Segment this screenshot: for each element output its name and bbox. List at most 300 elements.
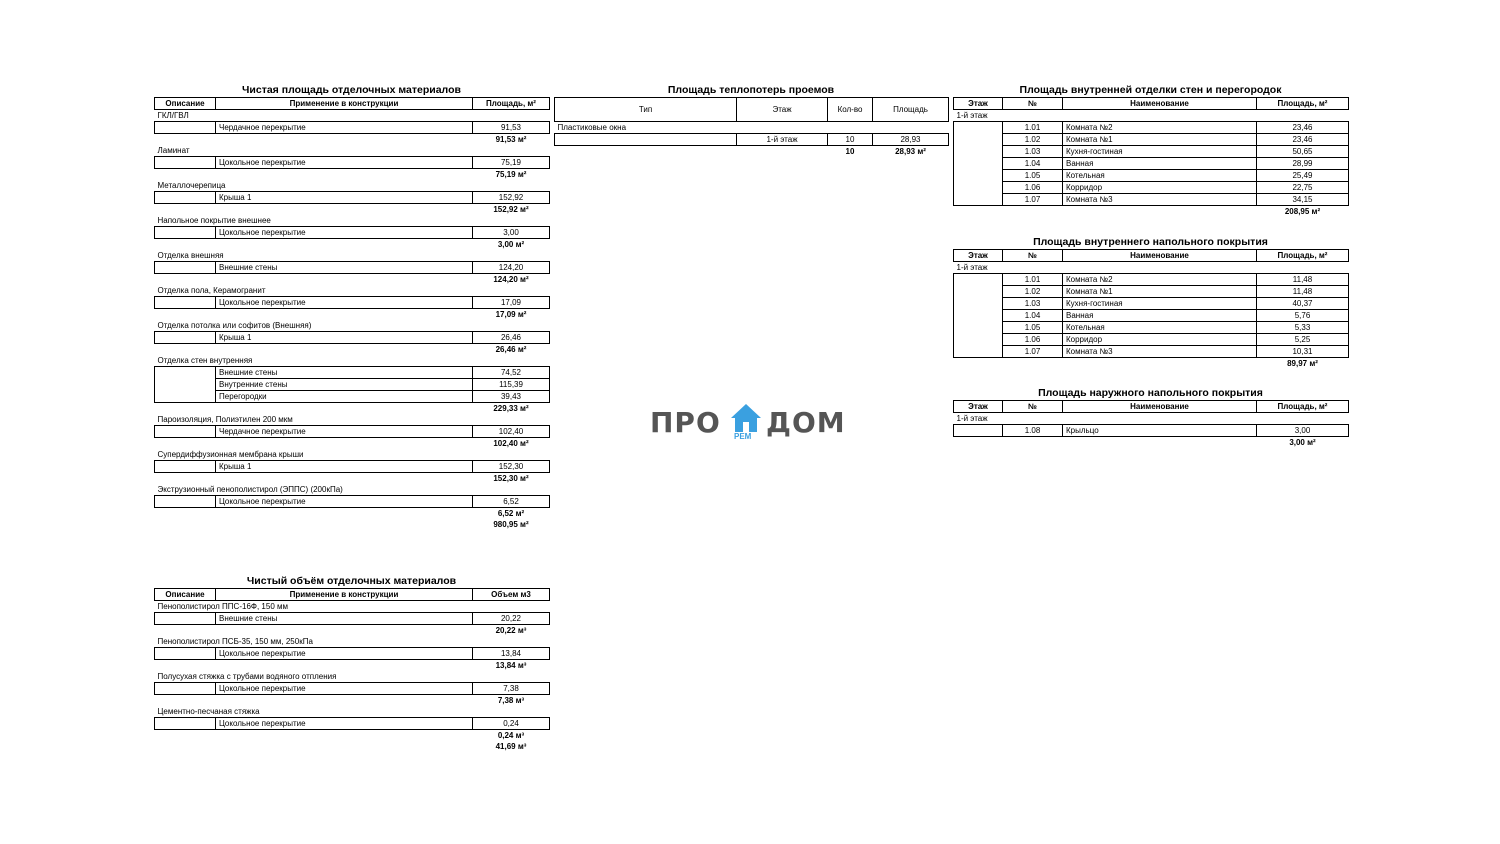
subtotal-value: 3,00 м² bbox=[497, 240, 525, 249]
table-row bbox=[954, 182, 1349, 194]
subtotal-row bbox=[155, 403, 550, 415]
value-cell: 0,24 bbox=[473, 718, 550, 730]
total-value: 3,00 м² bbox=[1289, 438, 1316, 447]
total-value: 208,95 м² bbox=[1284, 207, 1321, 216]
category-name: Полусухая стяжка с трубами водяного отпления bbox=[157, 672, 337, 681]
table-cell bbox=[155, 309, 216, 321]
logo-sub: РЕМ bbox=[734, 432, 752, 441]
room-area: 50,65 bbox=[1257, 146, 1349, 158]
floor-row bbox=[954, 262, 1349, 274]
floor-inner-block bbox=[953, 236, 1348, 369]
walls-block bbox=[953, 84, 1348, 217]
room-number: 1.08 bbox=[1003, 425, 1063, 437]
column-header: Площадь, м² bbox=[1257, 250, 1349, 262]
table-row bbox=[954, 134, 1349, 146]
subtotal-row bbox=[155, 204, 550, 216]
subtotal-value: 229,33 м² bbox=[493, 404, 529, 413]
openings-count: 10 bbox=[828, 134, 873, 146]
table-row bbox=[155, 718, 550, 730]
table-row bbox=[954, 310, 1349, 322]
subtotal-value: 17,09 м² bbox=[495, 310, 527, 319]
net-volume-title: Чистый объём отделочных материалов bbox=[246, 575, 457, 587]
table-cell bbox=[155, 730, 216, 742]
subtotal-value: 152,30 м² bbox=[493, 474, 529, 483]
room-name: Кухня-гостиная bbox=[1063, 298, 1257, 310]
room-name: Комната №3 bbox=[1063, 194, 1257, 206]
category-row bbox=[155, 215, 550, 227]
table-row bbox=[954, 122, 1349, 134]
openings-type: Пластиковые окна bbox=[557, 123, 627, 132]
total-row bbox=[954, 358, 1349, 370]
subtotal-row bbox=[155, 625, 550, 637]
table-cell bbox=[155, 262, 216, 274]
category-row bbox=[155, 250, 550, 262]
table-cell bbox=[155, 683, 216, 695]
value-cell: 124,20 bbox=[473, 262, 550, 274]
header-row bbox=[954, 250, 1349, 262]
table-cell bbox=[216, 169, 473, 181]
category-row bbox=[155, 355, 550, 367]
openings-header-count: Кол-во bbox=[828, 98, 873, 122]
table-cell bbox=[155, 473, 216, 485]
openings-total-count: 10 bbox=[845, 147, 855, 156]
category-row bbox=[155, 110, 550, 122]
table-row bbox=[155, 122, 550, 134]
room-number: 1.04 bbox=[1003, 158, 1063, 170]
subtotal-row bbox=[155, 134, 550, 146]
subtotal-value: 0,24 м³ bbox=[497, 731, 525, 740]
table-row bbox=[954, 298, 1349, 310]
table-cell bbox=[216, 473, 473, 485]
table-cell bbox=[155, 227, 216, 239]
table-cell bbox=[155, 519, 216, 530]
openings-header-area: Площадь bbox=[873, 98, 949, 122]
floor-outer-title: Площадь наружного напольного покрытия bbox=[1038, 387, 1263, 399]
floor-inner-table bbox=[953, 249, 1349, 369]
walls-table bbox=[953, 97, 1349, 217]
table-cell bbox=[216, 438, 473, 450]
room-name: Комната №2 bbox=[1063, 122, 1257, 134]
value-cell: 91,53 bbox=[473, 122, 550, 134]
table-cell bbox=[155, 613, 216, 625]
table-row bbox=[954, 286, 1349, 298]
openings-area: 28,93 bbox=[873, 134, 949, 146]
room-area: 5,33 bbox=[1257, 322, 1349, 334]
table-row bbox=[155, 227, 550, 239]
header-row bbox=[155, 98, 550, 110]
floor-row bbox=[954, 110, 1349, 122]
table-cell bbox=[155, 367, 216, 403]
category-row bbox=[155, 636, 550, 648]
logo-text-left: ПРО bbox=[650, 406, 721, 439]
table-cell bbox=[1063, 358, 1257, 370]
column-header: Описание bbox=[155, 98, 216, 110]
openings-header-floor: Этаж bbox=[737, 98, 828, 122]
room-name: Комната №1 bbox=[1063, 134, 1257, 146]
room-area: 25,49 bbox=[1257, 170, 1349, 182]
value-cell: 17,09 bbox=[473, 297, 550, 309]
value-cell: 6,52 bbox=[473, 496, 550, 508]
room-name: Комната №3 bbox=[1063, 346, 1257, 358]
value-cell: 115,39 bbox=[473, 379, 550, 391]
table-row bbox=[155, 648, 550, 660]
header-row bbox=[155, 589, 550, 601]
table-cell bbox=[216, 508, 473, 520]
subtotal-row bbox=[155, 169, 550, 181]
room-name: Корридор bbox=[1063, 334, 1257, 346]
room-number: 1.03 bbox=[1003, 146, 1063, 158]
table-cell bbox=[155, 344, 216, 356]
value-cell: 152,30 bbox=[473, 461, 550, 473]
openings-floor: 1-й этаж bbox=[737, 134, 828, 146]
usage-cell: Цокольное перекрытие bbox=[216, 227, 473, 239]
header-row bbox=[954, 98, 1349, 110]
category-name: Пенополистирол ППС-16Ф, 150 мм bbox=[157, 602, 288, 611]
table-cell bbox=[216, 741, 473, 752]
category-name: Ламинат bbox=[157, 146, 190, 155]
net-volume-table bbox=[154, 588, 550, 752]
value-cell: 39,43 bbox=[473, 391, 550, 403]
table-cell bbox=[954, 274, 1003, 358]
table-row bbox=[155, 192, 550, 204]
category-row bbox=[155, 706, 550, 718]
room-name: Комната №1 bbox=[1063, 286, 1257, 298]
value-cell: 75,19 bbox=[473, 157, 550, 169]
table-cell bbox=[555, 134, 737, 146]
table-cell bbox=[216, 344, 473, 356]
usage-cell: Внешние стены bbox=[216, 367, 473, 379]
category-row bbox=[155, 145, 550, 157]
table-cell bbox=[216, 134, 473, 146]
table-cell bbox=[155, 297, 216, 309]
subtotal-row bbox=[155, 473, 550, 485]
table-row bbox=[155, 332, 550, 344]
table-row bbox=[954, 346, 1349, 358]
table-row bbox=[155, 262, 550, 274]
usage-cell: Цокольное перекрытие bbox=[216, 297, 473, 309]
table-row bbox=[954, 194, 1349, 206]
floor-name: 1-й этаж bbox=[956, 111, 988, 120]
subtotal-value: 6,52 м² bbox=[497, 509, 525, 518]
table-cell bbox=[155, 648, 216, 660]
usage-cell: Цокольное перекрытие bbox=[216, 718, 473, 730]
table-cell bbox=[155, 204, 216, 216]
category-name: Пароизоляция, Полиэтилен 200 мкм bbox=[157, 415, 293, 424]
table-row bbox=[954, 274, 1349, 286]
room-number: 1.01 bbox=[1003, 274, 1063, 286]
category-row bbox=[155, 414, 550, 426]
room-area: 10,31 bbox=[1257, 346, 1349, 358]
table-cell bbox=[216, 403, 473, 415]
table-cell bbox=[155, 508, 216, 520]
subtotal-row bbox=[155, 730, 550, 742]
value-cell: 7,38 bbox=[473, 683, 550, 695]
usage-cell: Внешние стены bbox=[216, 262, 473, 274]
header-row bbox=[954, 401, 1349, 413]
category-name: Пенополистирол ПСБ-35, 150 мм, 250кПа bbox=[157, 637, 313, 646]
room-area: 40,37 bbox=[1257, 298, 1349, 310]
usage-cell: Внешние стены bbox=[216, 613, 473, 625]
table-cell bbox=[155, 438, 216, 450]
floor-outer-table bbox=[953, 400, 1349, 448]
category-row bbox=[155, 285, 550, 297]
room-name: Ванная bbox=[1063, 310, 1257, 322]
table-cell bbox=[954, 206, 1003, 218]
usage-cell: Чердачное перекрытие bbox=[216, 426, 473, 438]
table-cell bbox=[216, 625, 473, 637]
table-cell bbox=[155, 741, 216, 752]
category-row bbox=[155, 180, 550, 192]
usage-cell: Внутренние стены bbox=[216, 379, 473, 391]
net-area-block bbox=[154, 84, 549, 530]
net-volume-block bbox=[154, 575, 549, 752]
floor-name: 1-й этаж bbox=[956, 263, 988, 272]
room-number: 1.02 bbox=[1003, 286, 1063, 298]
room-number: 1.07 bbox=[1003, 346, 1063, 358]
table-cell bbox=[155, 332, 216, 344]
table-cell bbox=[155, 695, 216, 707]
category-name: Цементно-песчаная стяжка bbox=[157, 707, 260, 716]
table-row bbox=[954, 334, 1349, 346]
table-cell bbox=[216, 274, 473, 286]
subtotal-value: 124,20 м² bbox=[493, 275, 529, 284]
table-cell bbox=[954, 122, 1003, 206]
subtotal-row bbox=[155, 438, 550, 450]
table-cell bbox=[155, 496, 216, 508]
room-number: 1.05 bbox=[1003, 170, 1063, 182]
room-area: 23,46 bbox=[1257, 122, 1349, 134]
column-header: Описание bbox=[155, 589, 216, 601]
value-cell: 26,46 bbox=[473, 332, 550, 344]
column-header: Объем м3 bbox=[473, 589, 550, 601]
category-name: Супердиффузионная мембрана крыши bbox=[157, 450, 304, 459]
room-name: Комната №2 bbox=[1063, 274, 1257, 286]
table-cell bbox=[155, 157, 216, 169]
grand-total-value: 41,69 м³ bbox=[495, 742, 527, 751]
usage-cell: Цокольное перекрытие bbox=[216, 157, 473, 169]
room-area: 28,99 bbox=[1257, 158, 1349, 170]
openings-total-area: 28,93 м² bbox=[895, 147, 926, 156]
table-row bbox=[155, 613, 550, 625]
subtotal-value: 20,22 м³ bbox=[495, 626, 527, 635]
subtotal-value: 7,38 м³ bbox=[497, 696, 525, 705]
table-row bbox=[155, 426, 550, 438]
category-name: Отделка внешняя bbox=[157, 251, 224, 260]
room-area: 5,25 bbox=[1257, 334, 1349, 346]
usage-cell: Чердачное перекрытие bbox=[216, 122, 473, 134]
table-cell bbox=[155, 403, 216, 415]
category-name: Отделка потолка или софитов (Внешняя) bbox=[157, 321, 312, 330]
category-name: ГКЛ/ГВЛ bbox=[157, 111, 189, 120]
table-row bbox=[954, 322, 1349, 334]
grand-total-row bbox=[155, 741, 550, 752]
usage-cell: Цокольное перекрытие bbox=[216, 496, 473, 508]
column-header: № bbox=[1003, 250, 1063, 262]
table-cell bbox=[216, 695, 473, 707]
subtotal-value: 75,19 м² bbox=[495, 170, 527, 179]
value-cell: 152,92 bbox=[473, 192, 550, 204]
category-row bbox=[155, 449, 550, 461]
table-cell bbox=[216, 204, 473, 216]
logo-text-right: ДОМ bbox=[766, 406, 846, 439]
room-number: 1.01 bbox=[1003, 122, 1063, 134]
column-header: Этаж bbox=[954, 401, 1003, 413]
room-name: Кухня-гостиная bbox=[1063, 146, 1257, 158]
subtotal-value: 152,92 м² bbox=[493, 205, 529, 214]
walls-title: Площадь внутренней отделки стен и перегородок bbox=[1019, 84, 1282, 96]
room-number: 1.04 bbox=[1003, 310, 1063, 322]
category-name: Отделка пола, Керамогранит bbox=[157, 286, 266, 295]
net-area-table bbox=[154, 97, 550, 530]
subtotal-row bbox=[155, 309, 550, 321]
table-row bbox=[155, 461, 550, 473]
total-row bbox=[954, 437, 1349, 449]
table-cell bbox=[216, 660, 473, 672]
column-header: Этаж bbox=[954, 250, 1003, 262]
table-cell bbox=[155, 134, 216, 146]
table-row bbox=[155, 367, 550, 379]
table-row bbox=[155, 683, 550, 695]
column-header: Площадь, м² bbox=[473, 98, 550, 110]
table-row bbox=[954, 158, 1349, 170]
column-header: Применение в конструкции bbox=[216, 589, 473, 601]
table-cell bbox=[216, 519, 473, 530]
value-cell: 20,22 bbox=[473, 613, 550, 625]
subtotal-row bbox=[155, 344, 550, 356]
grand-total-row bbox=[155, 519, 550, 530]
usage-cell: Крыша 1 bbox=[216, 192, 473, 204]
usage-cell: Цокольное перекрытие bbox=[216, 683, 473, 695]
subtotal-value: 91,53 м² bbox=[495, 135, 527, 144]
subtotal-row bbox=[155, 239, 550, 251]
room-area: 34,15 bbox=[1257, 194, 1349, 206]
room-number: 1.05 bbox=[1003, 322, 1063, 334]
usage-cell: Перегородки bbox=[216, 391, 473, 403]
subtotal-value: 13,84 м³ bbox=[495, 661, 527, 670]
table-cell bbox=[155, 461, 216, 473]
subtotal-row bbox=[155, 695, 550, 707]
room-name: Крыльцо bbox=[1063, 425, 1257, 437]
table-cell bbox=[954, 425, 1003, 437]
column-header: Площадь, м² bbox=[1257, 98, 1349, 110]
table-cell bbox=[1063, 437, 1257, 449]
openings-table bbox=[554, 97, 949, 157]
table-cell bbox=[216, 309, 473, 321]
table-cell bbox=[155, 122, 216, 134]
value-cell: 74,52 bbox=[473, 367, 550, 379]
net-area-title: Чистая площадь отделочных материалов bbox=[242, 84, 461, 96]
total-value: 89,97 м² bbox=[1287, 359, 1318, 368]
table-cell bbox=[1063, 206, 1257, 218]
table-row bbox=[954, 170, 1349, 182]
category-name: Напольное покрытие внешнее bbox=[157, 216, 271, 225]
usage-cell: Цокольное перекрытие bbox=[216, 648, 473, 660]
room-name: Котельная bbox=[1063, 322, 1257, 334]
room-area: 3,00 bbox=[1257, 425, 1349, 437]
usage-cell: Крыша 1 bbox=[216, 461, 473, 473]
category-row bbox=[155, 484, 550, 496]
column-header: Применение в конструкции bbox=[216, 98, 473, 110]
table-row bbox=[155, 297, 550, 309]
subtotal-value: 102,40 м² bbox=[493, 439, 529, 448]
table-cell bbox=[155, 274, 216, 286]
table-cell bbox=[216, 730, 473, 742]
room-name: Корридор bbox=[1063, 182, 1257, 194]
column-header: № bbox=[1003, 98, 1063, 110]
category-name: Отделка стен внутренняя bbox=[157, 356, 253, 365]
table-cell bbox=[954, 358, 1003, 370]
table-cell bbox=[155, 660, 216, 672]
room-area: 23,46 bbox=[1257, 134, 1349, 146]
table-row bbox=[954, 146, 1349, 158]
room-area: 22,75 bbox=[1257, 182, 1349, 194]
room-area: 5,76 bbox=[1257, 310, 1349, 322]
subtotal-value: 26,46 м² bbox=[495, 345, 527, 354]
category-name: Металлочерепица bbox=[157, 181, 226, 190]
table-cell bbox=[155, 169, 216, 181]
table-row bbox=[155, 157, 550, 169]
room-number: 1.02 bbox=[1003, 134, 1063, 146]
room-number: 1.07 bbox=[1003, 194, 1063, 206]
table-cell bbox=[155, 426, 216, 438]
column-header: Наименование bbox=[1063, 250, 1257, 262]
room-number: 1.06 bbox=[1003, 334, 1063, 346]
room-number: 1.03 bbox=[1003, 298, 1063, 310]
category-row bbox=[155, 601, 550, 613]
room-area: 11,48 bbox=[1257, 286, 1349, 298]
table-cell bbox=[155, 718, 216, 730]
openings-block bbox=[554, 84, 948, 157]
room-area: 11,48 bbox=[1257, 274, 1349, 286]
table-cell bbox=[155, 625, 216, 637]
floor-outer-block bbox=[953, 387, 1348, 448]
floor-row bbox=[954, 413, 1349, 425]
openings-header-type: Тип bbox=[555, 98, 737, 122]
openings-title: Площадь теплопотерь проемов bbox=[667, 84, 835, 96]
value-cell: 3,00 bbox=[473, 227, 550, 239]
table-cell bbox=[1003, 437, 1063, 449]
subtotal-row bbox=[155, 274, 550, 286]
subtotal-row bbox=[155, 508, 550, 520]
house-icon bbox=[729, 402, 763, 436]
floor-inner-title: Площадь внутреннего напольного покрытия bbox=[1033, 236, 1268, 248]
value-cell: 13,84 bbox=[473, 648, 550, 660]
usage-cell: Крыша 1 bbox=[216, 332, 473, 344]
grand-total-value: 980,95 м² bbox=[493, 520, 529, 529]
room-name: Котельная bbox=[1063, 170, 1257, 182]
column-header: № bbox=[1003, 401, 1063, 413]
category-name: Экструзионный пенополистирол (ЭППС) (200кПа) bbox=[157, 485, 343, 494]
table-cell bbox=[216, 239, 473, 251]
value-cell: 102,40 bbox=[473, 426, 550, 438]
column-header: Наименование bbox=[1063, 98, 1257, 110]
table-cell bbox=[155, 192, 216, 204]
room-name: Ванная bbox=[1063, 158, 1257, 170]
column-header: Этаж bbox=[954, 98, 1003, 110]
table-row bbox=[954, 425, 1349, 437]
table-cell bbox=[954, 437, 1003, 449]
column-header: Площадь, м² bbox=[1257, 401, 1349, 413]
room-number: 1.06 bbox=[1003, 182, 1063, 194]
logo bbox=[650, 402, 850, 444]
table-cell bbox=[155, 239, 216, 251]
column-header: Наименование bbox=[1063, 401, 1257, 413]
total-row bbox=[954, 206, 1349, 218]
floor-name: 1-й этаж bbox=[956, 414, 988, 423]
subtotal-row bbox=[155, 660, 550, 672]
category-row bbox=[155, 671, 550, 683]
table-cell bbox=[1003, 206, 1063, 218]
